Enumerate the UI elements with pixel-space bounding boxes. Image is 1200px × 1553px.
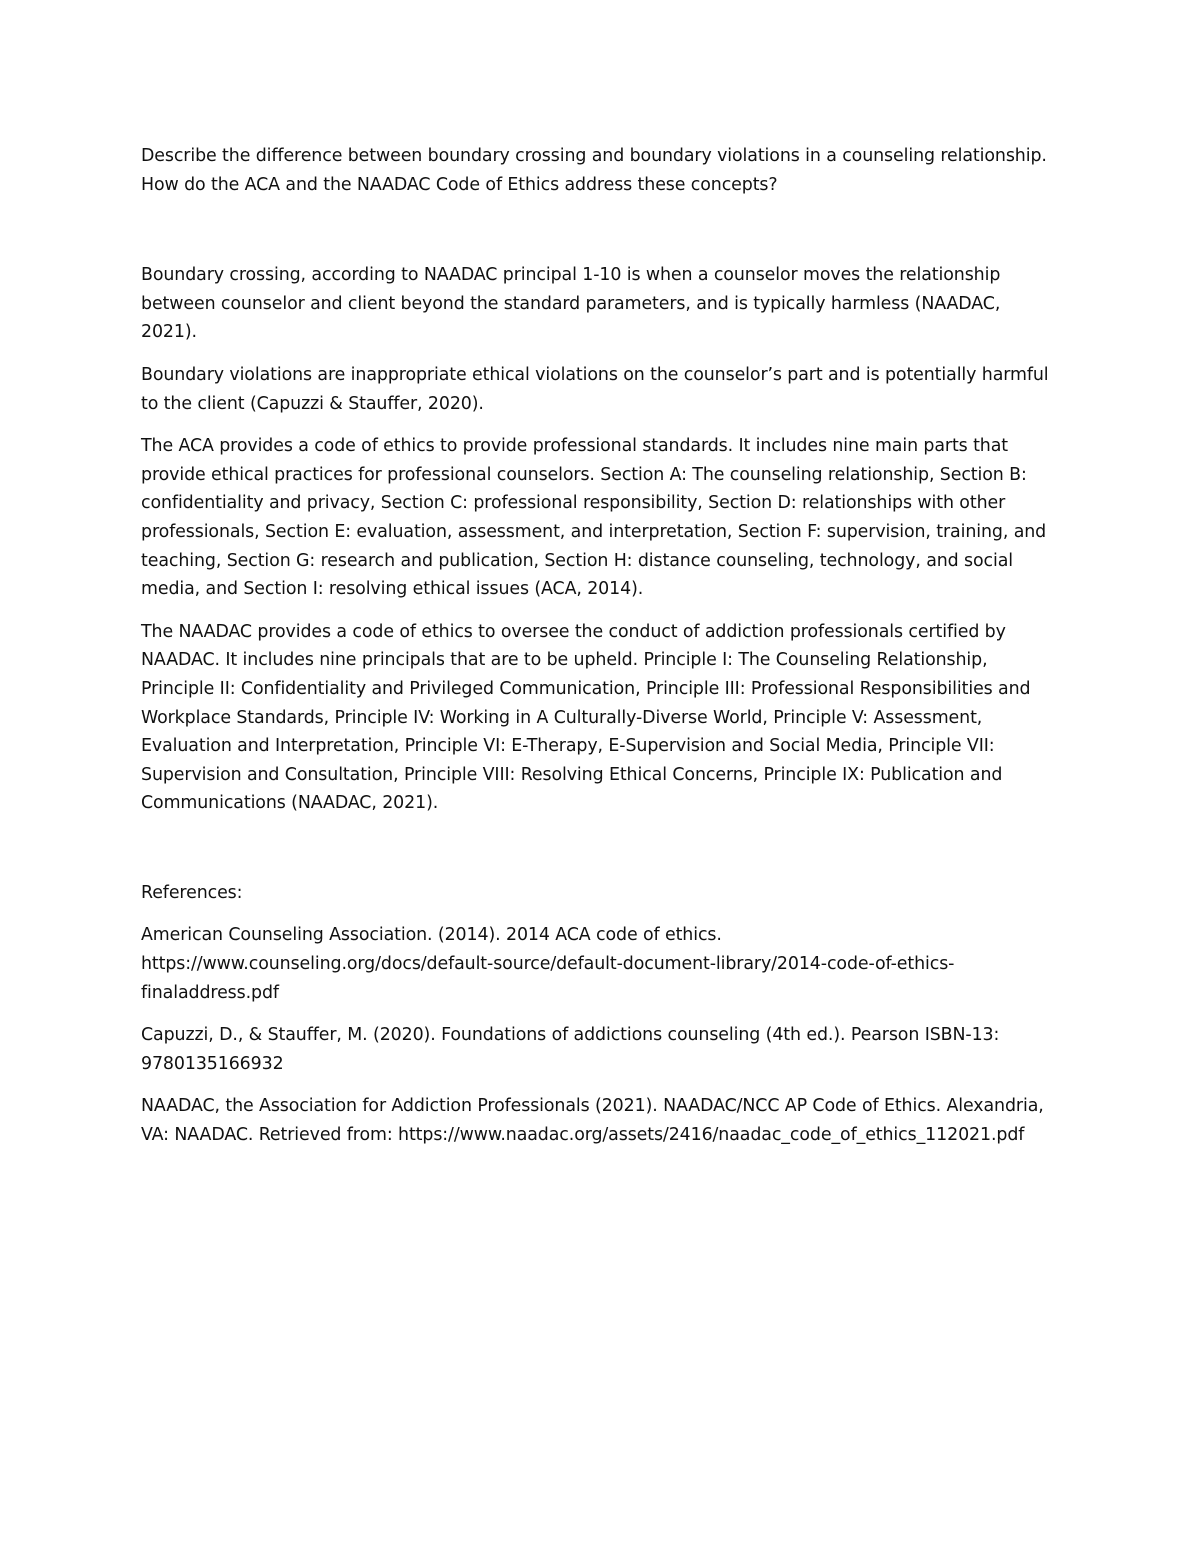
question-text: Describe the difference between boundary crossing and boundary violations in a counseling relationship. How do the ACA and the NAADAC Code of Ethics address these concepts?: [141, 146, 1047, 195]
document-body: [141, 142, 1061, 1164]
spacer: [141, 199, 1061, 261]
spacer: [141, 832, 1061, 879]
reference-aca: American Counseling Association. (2014). 2014 ACA code of ethics. https://www.counseling.org/docs/default-source/default-document-library/2014-code-of-ethics-finaladdress.pdf: [141, 925, 955, 1003]
paragraph-naadac-code: The NAADAC provides a code of ethics to oversee the conduct of addiction professionals certified by NAADAC. It includes nine principals that are to be upheld. Principle I: The Counseling Relationship, Principle II: Confidentiality and Privileged Communication, Principle III: Professional Responsibilities and Workplace Standards, Principle IV: Working in A Culturally-Diverse World, Principle V: Assessment, Evaluation and Interpretation, Principle VI: E-Therapy, E-Supervision and Social Media, Principle VII: Supervision and Consultation, Principle VIII: Resolving Ethical Concerns, Principle IX: Publication and Communications (NAADAC, 2021).: [141, 621, 1031, 814]
references-heading: References:: [141, 882, 243, 903]
paragraph-boundary-crossing: Boundary crossing, according to NAADAC principal 1-10 is when a counselor moves the relationship between counselor and client beyond the standard parameters, and is typically harmless (NAADAC, 2021).: [141, 265, 1001, 343]
reference-capuzzi: Capuzzi, D., & Stauffer, M. (2020). Foundations of addictions counseling (4th ed.). Pearson ISBN-13: 9780135166932: [141, 1025, 1000, 1074]
reference-naadac: NAADAC, the Association for Addiction Professionals (2021). NAADAC/NCC AP Code of Ethics. Alexandria, VA: NAADAC. Retrieved from: https://www.naadac.org/assets/2416/naadac_code_of_ethics_112021.pdf: [141, 1096, 1044, 1146]
paragraph-aca-code: The ACA provides a code of ethics to provide professional standards. It includes nine main parts that provide ethical practices for professional counselors. Section A: The counseling relationship, Section B: confidentiality and privacy, Section C: professional responsibility, Section D: relationships with other professionals, Section E: evaluation, assessment, and interpretation, Section F: supervision, training, and teaching, Section G: research and publication, Section H: distance counseling, technology, and social media, and Section I: resolving ethical issues (ACA, 2014).: [141, 436, 1047, 600]
paragraph-boundary-violations: Boundary violations are inappropriate ethical violations on the counselor’s part and is potentially harmful to the client (Capuzzi & Stauffer, 2020).: [141, 364, 1049, 414]
